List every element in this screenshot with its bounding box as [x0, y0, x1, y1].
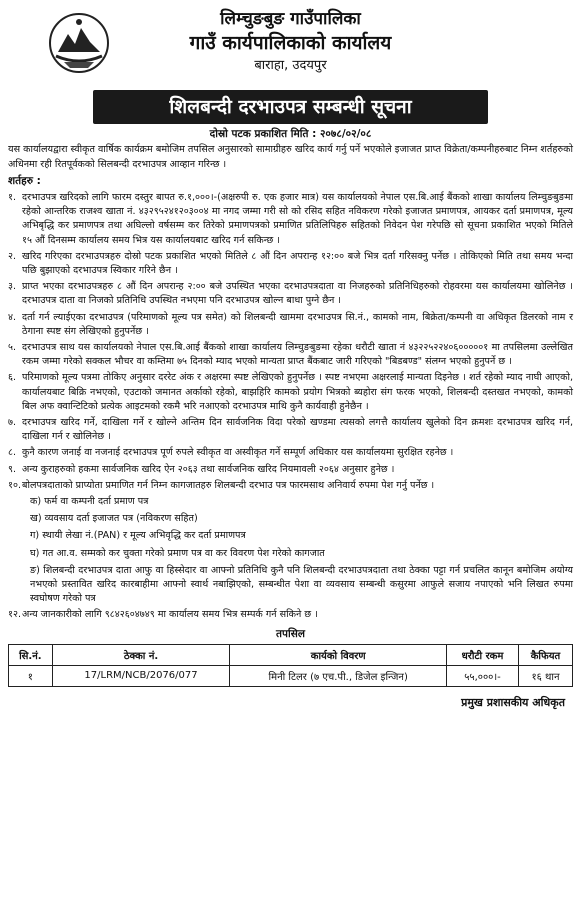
condition-12: [8, 608, 573, 622]
office-name: गाउँ कार्यपालिकाको कार्यालय: [189, 32, 392, 54]
table-header-cell: कार्यको विवरण: [230, 644, 447, 665]
schedule-heading: तपसिल: [276, 627, 305, 640]
required-document-item: ख) व्यवसाय दर्ता इजाजत पत्र (नविकरण सहित): [30, 513, 198, 525]
condition-3: [8, 280, 573, 308]
signature-title: प्रमुख प्रशासकीय अधिकृत: [461, 695, 565, 709]
condition-1: [8, 191, 573, 248]
notice-header: [8, 8, 573, 88]
municipality-name: लिम्चुङबुङ गाउँपालिका: [220, 9, 361, 29]
condition-text: कुनै कारण जनाई वा नजनाई दरभाउपत्र पूर्ण रुपले स्वीकृत वा अस्वीकृत गर्ने सम्पूर्ण अधिकार यस कार्यालयमा सुरक्षित रहनेछ ।: [22, 447, 454, 459]
table-header-cell: सि.नं.: [9, 644, 53, 665]
condition-2: [8, 250, 573, 278]
nepal-government-emblem-icon: [48, 12, 110, 74]
condition-number: ९.: [8, 463, 17, 475]
condition-text: अन्य कुराहरुको हकमा सार्वजनिक खरिद ऐन २०६३ तथा सार्वजनिक खरिद नियमावली २०६४ अनुसार हुनेछ ।: [22, 463, 395, 475]
table-header-cell: कैफियत: [519, 644, 573, 665]
condition-4: [8, 311, 573, 339]
table-header-cell: ठेक्का नं.: [52, 644, 230, 665]
condition-text: प्राप्त भएका दरभाउपत्रहरु ८ औं दिन अपरान्ह २:०० बजे उपस्थित भएका दरभाउपत्रदाता वा निजहरुको प्रतिनिधिहरुको रोहवरमा यस कार्यालयमा खोलिनेछ । दरभाउपत्र दाता वा निजको प्रतिनिधि उपस्थित नभएमा पनि दरभाउपत्र खोल्न बाधा पुग्ने छैन ।: [22, 281, 573, 307]
required-document-item: घ) गत आ.व. सम्मको कर चुक्ता गरेको प्रमाण पत्र वा कर विवरण पेश गरेको कागजात: [30, 547, 325, 559]
table-cell: १: [9, 665, 53, 686]
condition-8: [8, 446, 573, 460]
condition-text: दरभाउपत्र खरिद गर्ने, दाखिला गर्ने र खोल्ने अन्तिम दिन सार्वजनिक विदा परेको खण्डमा त्यसको लगत्तै कार्यालय खुलेको दिन क्रमशः दरभाउपत्र खरिद गर्न, दाखिला गर्न र खोलिनेछ ।: [22, 417, 573, 443]
condition-9: [8, 463, 573, 477]
conditions-list: [8, 191, 573, 493]
condition-number: १०.: [8, 479, 22, 491]
condition-text: अन्य जानकारीको लागि ९८४२६०४७४९ मा कार्यालय समय भित्र सम्पर्क गर्न सकिने छ ।: [22, 609, 318, 621]
condition-number: २.: [8, 250, 17, 262]
condition-text: खरिद गरिएका दरभाउपत्रहरु दोस्रो पटक प्रकाशित भएको मितिले ८ औं दिन अपरान्ह १२:०० बजे भित्र दर्ता गरिसक्नु पर्नेछ । तोकिएको मिति तथा समय भन्दा पछि बुझाएको दरभाउपत्र स्विकार गरिने छैन ।: [22, 250, 573, 277]
notice-title: शिलबन्दी दरभाउपत्र सम्बन्धी सूचना: [93, 90, 488, 124]
table-cell: 17/LRM/NCB/2076/077: [52, 665, 230, 686]
table-cell: मिनी टिलर (७ एच.पी., डिजेल इन्जिन): [230, 665, 447, 686]
required-document-item: ङ) शिलबन्दी दरभाउपत्र दाता आफु वा हिस्सेदार वा आफ्नो प्रतिनिधि कुनै पनि शिलबन्दी दरभाउपत्रदाता तथा ठेक्का पट्टा गर्न प्रचलित कानून बमोजिम अयोग्य नभएको प्रस्तावित खरिद कारबाहीमा आफ्नो स्वार्थ नबाझिएको, सम्बन्धीत पेशा वा व्यवसाय सम्बन्धी कसुरमा आफुले सजाय नपाएको भनि लिखत रुपमा स्वघोषण गरेको पत्र: [30, 564, 573, 605]
condition-7: [8, 416, 573, 444]
condition-number: ५.: [8, 342, 17, 354]
condition-number: ३.: [8, 281, 17, 293]
condition-number: १.: [8, 192, 17, 203]
required-document-item: ग) स्थायी लेखा नं.(PAN) र मूल्य अभिवृद्धि कर दर्ता प्रमाणपत्र: [30, 530, 246, 542]
condition-6: [8, 371, 573, 414]
table-cell: ५५,०००।-: [446, 665, 518, 686]
condition-5: [8, 341, 573, 369]
required-documents-list: [30, 495, 573, 606]
table-body: [9, 665, 573, 686]
condition-text: बोलपत्रदाताको प्राप्योता प्रमाणित गर्न निम्न कागजातहरु शिलबन्दी दरभाउ पत्र फारमसाथ अनिवार्य रुपमा पेश गर्नु पर्नेछ ।: [22, 479, 435, 491]
table-header-cell: धरौटी रकम: [446, 644, 518, 665]
condition-text: दरभाउपत्र खरिदको लागि फारम दस्तुर बापत रु.१,०००।-(अक्षरुपी रु. एक हजार मात्र) यस कार्यालयको नेपाल एस.बि.आई बैंकको शाखा कार्यालय लिम्चुङबुङमा रहेको आन्तरिक राजश्व खाता नं. ४३२९५२४१२०३००४ मा नगद जम्मा गरी सो को रसिद सहित नविकरण गरेको इजाजत प्रमाणपत्र, आयकर दर्ता प्रमाणपत्र, मूल्य अभिबृद्धि कर प्रमाणपत्र तथा अघिल्लो वर्षसम्म कर तिरेको प्रमाणपत्रको प्रमाणित प्रतिलिपिहरु सहितको निवेदन पेश गरेपछि सो सूचना प्रकाशित भएको मितिले १५ औं दिनसम्म कार्यालय समय भित्र यस कार्यालयबाट खरिद गर्न सकिन्छ ।: [22, 192, 573, 246]
condition-number: १२.: [8, 609, 22, 621]
intro-paragraph: यस कार्यालयद्वारा स्वीकृत वार्षिक कार्यक्रम बमोजिम तपसिल अनुसारको सामाग्रीहरु खरिद कार्य गर्नु पर्ने भएकोले इजाजत प्राप्त विक्रेता/कम्पनीहरुबाट निम्न शर्तहरुको अधिनमा रही रितपूर्वकको सिलबन्दी दरभाउपत्र आव्हान गरिन्छ ।: [8, 144, 573, 170]
table-cell: १६ थान: [519, 665, 573, 686]
condition-number: ६.: [8, 372, 17, 384]
condition-number: ४.: [8, 311, 17, 323]
condition-number: ७.: [8, 417, 17, 429]
office-address: बाराहा, उदयपुर: [254, 58, 327, 73]
required-document-item: क) फर्म वा कम्पनी दर्ता प्रमाण पत्र: [30, 496, 149, 508]
table-header-row: [9, 644, 573, 665]
condition-10: [8, 479, 573, 493]
condition-number: ८.: [8, 447, 17, 459]
table-row: [9, 665, 573, 686]
condition-text: परिमाणको मूल्य पत्रमा तोकिए अनुसार दररेट अंक र अक्षरमा स्पष्ट लेखिएको हुनुपर्नेछ । स्पष्ट नभएमा अक्षरलाई मान्यता दिइनेछ । शर्त रहेको म्याद नाघी आएको, कार्यालयबाट बिक्रि नभएको, एउटाको जमानत अर्काको रहेको, बाझहिरि कामको प्रयोग भित्रको ब्यहोरा संग फरक भएको, शिलबन्दी दस्तखत नभएको, कामको बिल अफ क्वान्टिटिको प्रत्येक आइटमको रकमै भरि नआएको दरभाउपत्र माथि कुनै कार्यवाही हुनेछैन ।: [22, 372, 573, 412]
schedule-table: [8, 644, 573, 687]
condition-text: दरभाउपत्र साथ यस कार्यालयको नेपाल एस.बि.आई बैंकको शाखा कार्यालय लिम्चुङबुङमा रहेका धरौटी खाता नं ४३२२५२२४०६०००००१ मा तपसिलमा उल्लेखित रकम जम्मा गरेको सक्कल भौचर वा कम्तिमा ७५ दिनको म्याद भएको मान्यता प्राप्त बैंकबाट जारी गरिएको "बिडबण्ड" संलग्न भएको हुनुपर्ने छ ।: [22, 342, 573, 368]
publication-date: दोस्रो पटक प्रकाशित मिति : २०७८/०२/०८: [209, 128, 372, 140]
conditions-heading: शर्तहरु :: [8, 175, 41, 187]
condition-text: दर्ता गर्न ल्याईएका दरभाउपत्र (परिमाणको मूल्य पत्र समेत) को शिलबन्दी खाममा दरभाउपत्र सि.नं., कामको नाम, बिक्रेता/कम्पनी वा अधिकृत डिलरको नाम र ठेगाना स्पष्ट संग लेखिएको हुनुपर्नेछ ।: [22, 311, 573, 337]
